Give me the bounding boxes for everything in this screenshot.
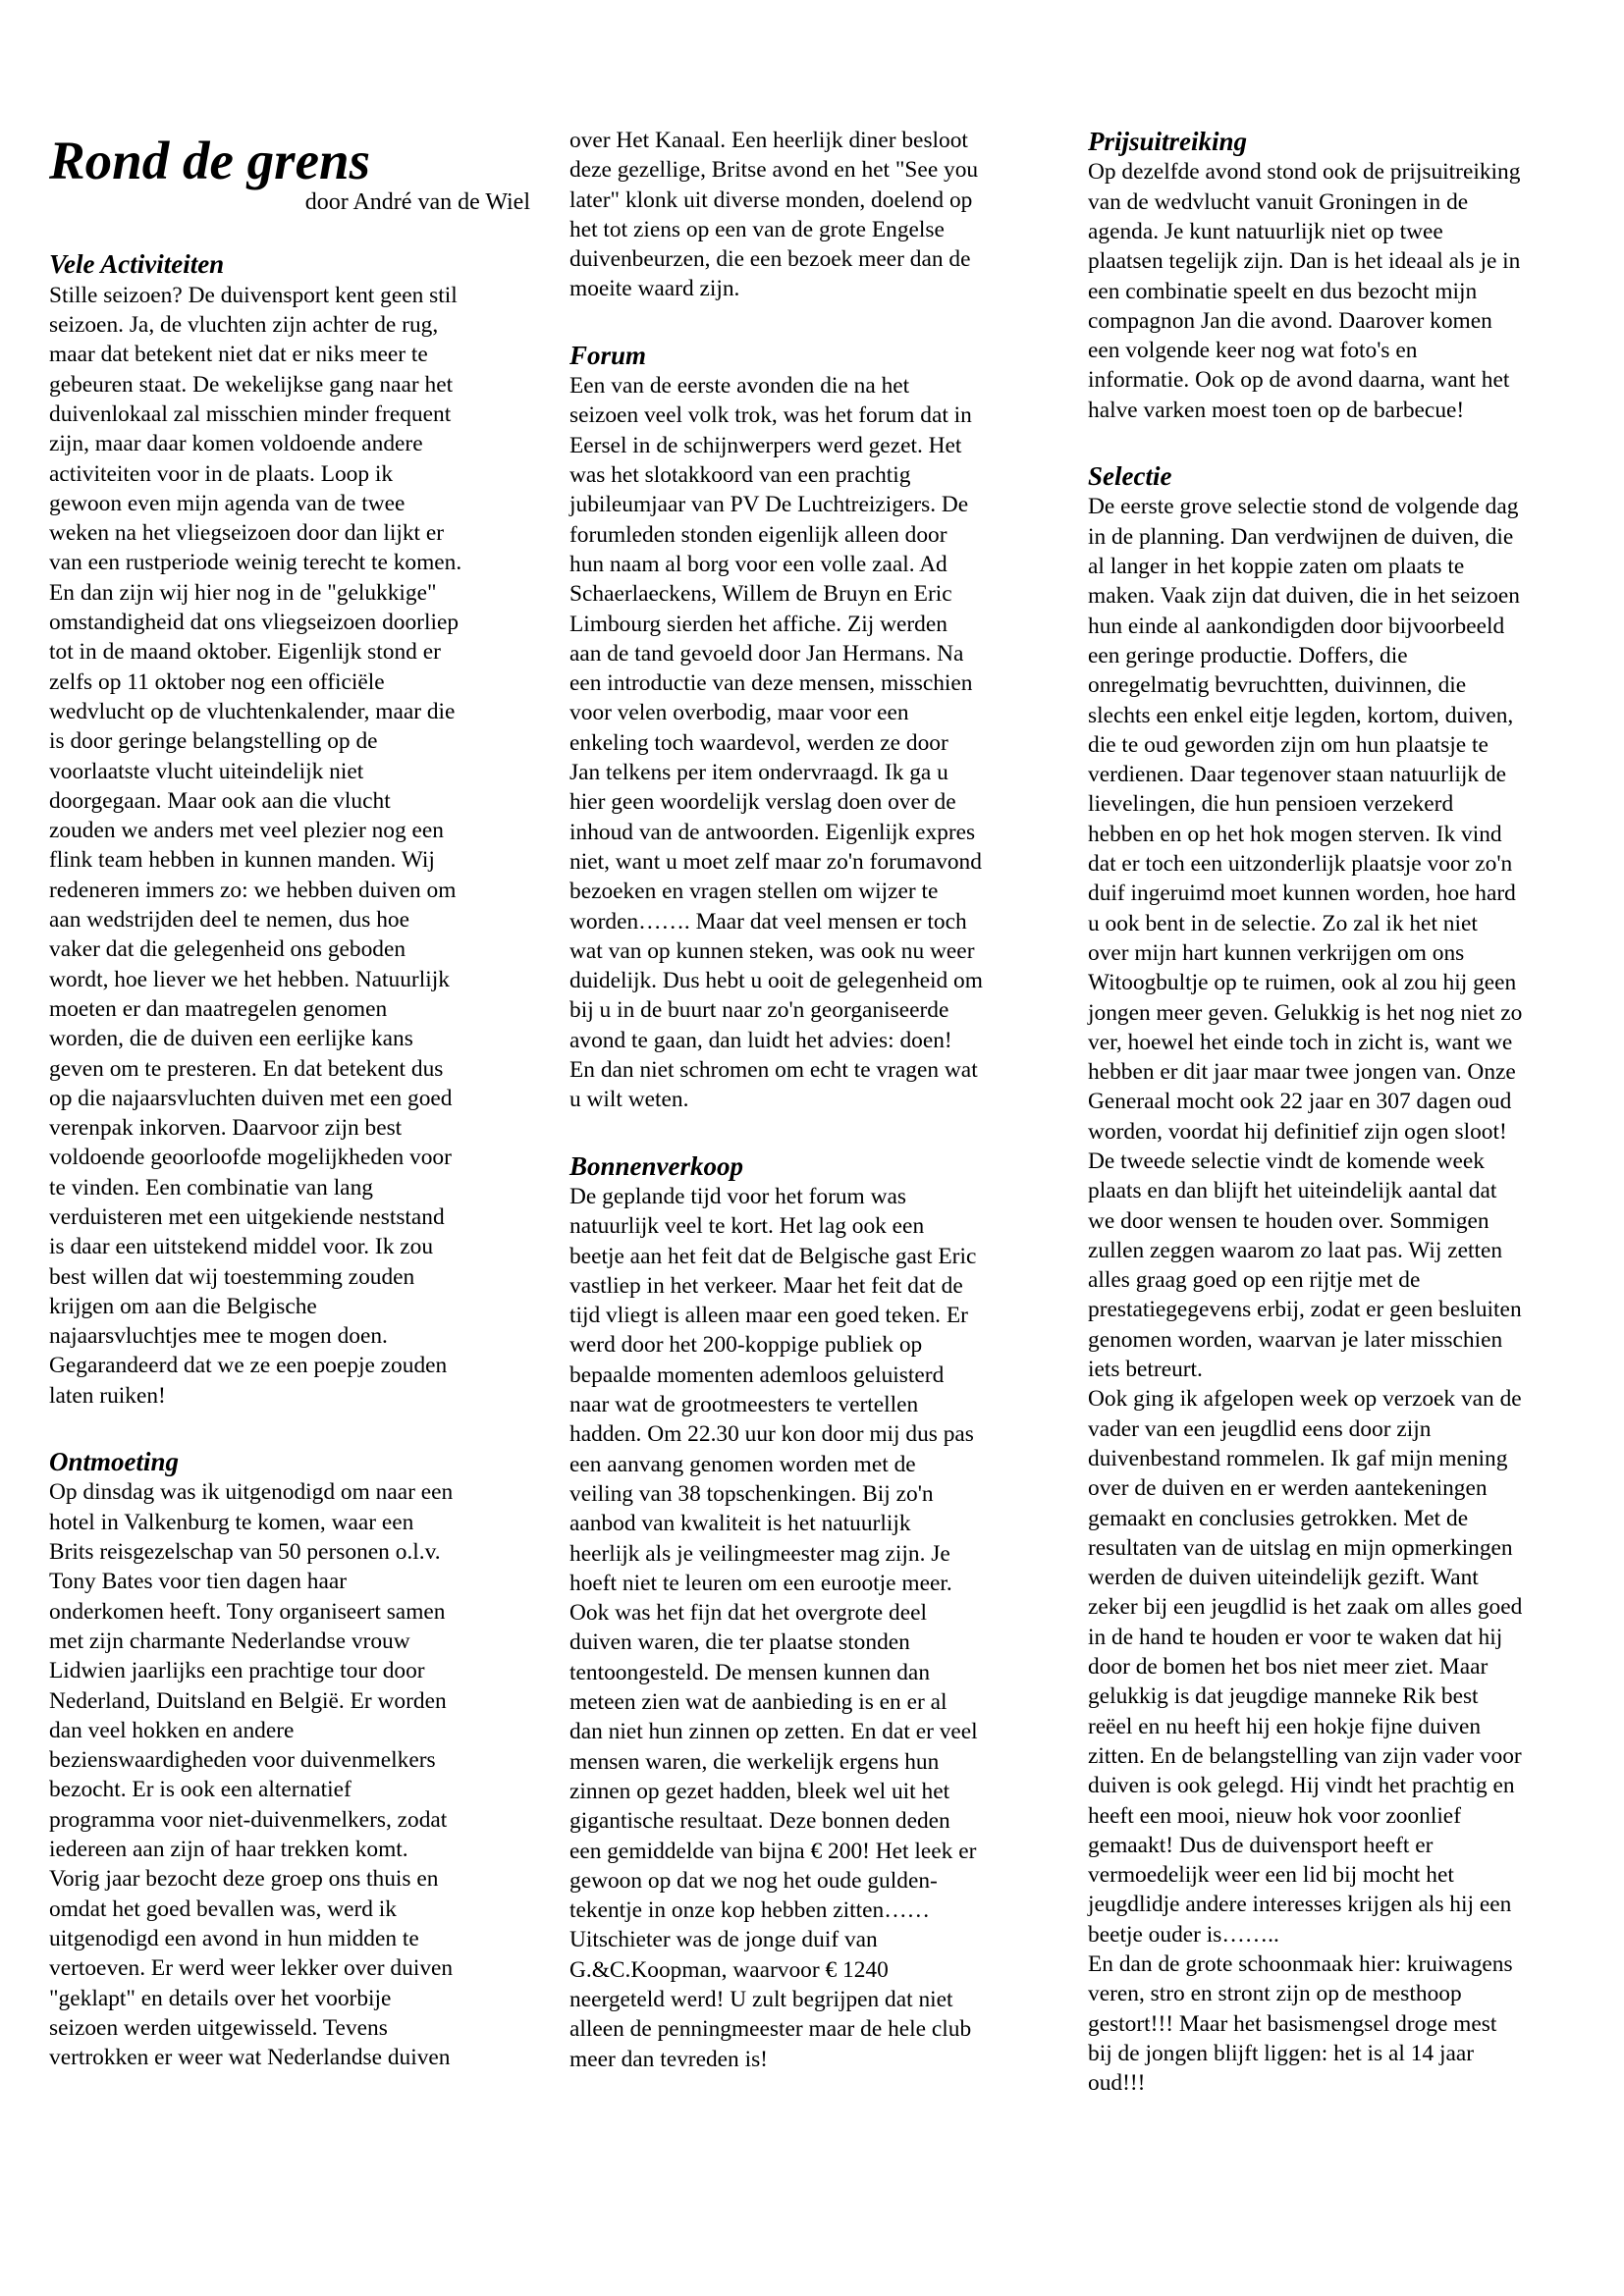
section-body: Op dezelfde avond stond ook de prijsuitreiking van de wedvlucht vanuit Groningen in de agenda. Je kunt natuurlijk niet op twee plaatsen tegelijk zijn. Dan is het ideaal als je in een combinatie speelt en dus bezocht mijn compagnon Jan die avond. Daarover komen een volgende keer nog wat foto's en informatie. Ook op de avond daarna, want het halve varken moest toen op de barbecue! — [1088, 159, 1521, 423]
section-ontmoeting — [49, 1446, 530, 2072]
article-title: Rond de grens — [49, 131, 370, 190]
column-1 — [49, 126, 530, 2072]
section-body: Stille seizoen? De duivensport kent geen stil seizoen. Ja, de vluchten zijn achter de rug, maar dat betekent niet dat er niks meer te gebeuren staat. De wekelijkse gang naar het duivenlokaal zal misschien minder frequent zijn, maar daar komen voldoende andere activiteiten voor in de plaats. Loop ik gewoon even mijn agenda van de twee weken na het vliegseizoen door dan lijkt er van een rustperiode weinig terecht te komen. En dan zijn wij hier nog in de "gelukkige" omstandigheid dat ons vliegseizoen doorliep tot in de maand oktober. Eigenlijk stond er zelfs op 11 oktober nog een officiële wedvlucht op de vluchtenkalender, maar die is door geringe belangstelling op de voorlaatste vlucht uiteindelijk niet doorgegaan. Maar ook aan die vlucht zouden we anders met veel plezier nog een flink team hebben in kunnen manden. Wij redeneren immers zo: we hebben duiven om aan wedstrijden deel te nemen, dus hoe vaker dat die gelegenheid ons geboden wordt, hoe liever we het hebben. Natuurlijk moeten er dan maatregelen genomen worden, die de duiven een eerlijke kans geven om te presteren. En dat betekent dus op die najaarsvluchten duiven met een goed verenpak inkorven. Daarvoor zijn best voldoende geoorloofde mogelijkheden voor te vinden. Een combinatie van lang verduisteren met een uitgekiende neststand is daar een uitstekend middel voor. Ik zou best willen dat wij toestemming zouden krijgen om aan die Belgische najaarsvluchtjes mee te mogen doen. Gegarandeerd dat we ze een poepje zouden laten ruiken! — [49, 282, 462, 1409]
section-body: De eerste grove selectie stond de volgende dag in de planning. Dan verdwijnen de duiven, die al langer in het koppie zaten om plaats te maken. Vaak zijn dat duiven, die in het seizoen hun einde al aankondigden door bijvoorbeeld een geringe productie. Doffers, die onregelmatig bevruchtten, duivinnen, die slechts een enkel eitje legden, kortom, duiven, die te oud geworden zijn om hun plaatsje te verdienen. Daar tegenover staan natuurlijk de lievelingen, die hun pensioen verzekerd hebben en op het hok mogen sterven. Ik vind dat er toch een uitzonderlijk plaatsje voor zo'n duif ingeruimd moet kunnen worden, hoe hard u ook bent in de selectie. Zo zal ik het niet over mijn hart kunnen verkrijgen om ons Witoogbultje op te ruimen, ook al zou hij geen jongen meer geven. Gelukkig is het nog niet zo ver, hoewel het einde toch in zicht is, want we hebben er dit jaar maar twee jongen van. Onze Generaal mocht ook 22 jaar en 307 dagen oud worden, voordat hij definitief zijn ogen sloot! De tweede selectie vindt de komende week plaats en dan blijft het uiteindelijk aantal dat we door wensen te houden over. Sommigen zullen zeggen waarom zo laat pas. Wij zetten alles graag goed op een rijtje met de prestatiegegevens erbij, zodat er geen besluiten genomen worden, waarvan je later misschien iets betreurt. Ook ging ik afgelopen week op verzoek van de vader van een jeugdlid eens door zijn duivenbestand rommelen. Ik gaf mijn mening over de duiven en er werden aantekeningen gemaakt en conclusies getrokken. Met de resultaten van de uitslag en mijn opmerkingen werden de duiven uiteindelijk gezift. Want zeker bij een jeugdlid is het zaak om alles goed in de hand te houden er voor te waken dat hij door de bomen het bos niet meer ziet. Maar gelukkig is dat jeugdige manneke Rik best reëel en nu heeft hij een hokje fijne duiven zitten. En de belangstelling van zijn vader voor duiven is ook gelegd. Hij vindt het prachtig en heeft een mooi, nieuw hok voor zoonlief gemaakt! Dus de duivensport heeft er vermoedelijk weer een lid bij mocht het jeugdlidje andere interesses krijgen als hij een beetje ouder is…….. En dan de grote schoonmaak hier: kruiwagens veren, stro en stront zijn op de mesthoop gestort!!! Maar het basismengsel droge mest bij de jongen blijft liggen: het is al 14 jaar oud!!! — [1088, 494, 1523, 2097]
section-heading: Selectie — [1088, 461, 1172, 492]
section-selectie — [1088, 460, 1569, 2098]
section-heading: Prijsuitreiking — [1088, 127, 1248, 156]
section-body: De geplande tijd voor het forum was natuurlijk veel te kort. Het lag ook een beetje aan het feit dat de Belgische gast Eric vastliep in het verkeer. Maar het feit dat de tijd vliegt is alleen maar een goed teken. Er werd door het 200-koppige publiek op bepaalde momenten ademloos geluisterd naar wat de grootmeesters te vertellen hadden. Om 22.30 uur kon door mij dus pas een aanvang genomen worden met de veiling van 38 topschenkingen. Bij zo'n aanbod van kwaliteit is het natuurlijk heerlijk als je veilingmeester mag zijn. Je hoeft niet te leuren om een eurootje meer. Ook was het fijn dat het overgrote deel duiven waren, die ter plaatse stonden tentoongesteld. De mensen kunnen dan meteen zien wat de aanbieding is en er al dan niet hun zinnen op zetten. En dat er veel mensen waren, die werkelijk ergens hun zinnen op gezet hadden, bleek wel uit het gigantische resultaat. Deze bonnen deden een gemiddelde van bijna € 200! Het leek er gewoon op dat we nog het oude gulden- tekentje in onze kop hebben zitten…… Uitschieter was de jonge duif van G.&C.Koopman, waarvoor € 1240 neergeteld werd! U zult begrijpen dat niet alleen de penningmeester maar de hele club meer dan tevreden is! — [569, 1183, 978, 2072]
section-forum — [569, 340, 1051, 1115]
section-body-continued: over Het Kanaal. Een heerlijk diner besloot deze gezellige, Britse avond en het "See you later" klonk uit diverse monden, doelend op het tot ziens op een van de grote Engelse duivenbeurzen, die een bezoek meer dan de moeite waard zijn. — [569, 128, 979, 302]
section-heading: Ontmoeting — [49, 1447, 180, 1477]
section-heading: Bonnenverkoop — [569, 1150, 744, 1181]
section-prijsuitreiking — [1088, 126, 1569, 425]
section-heading: Vele Activiteiten — [49, 249, 225, 280]
column-3 — [1088, 126, 1569, 2098]
article-byline: door André van de Wiel — [304, 189, 530, 215]
section-body: Een van de eerste avonden die na het seizoen veel volk trok, was het forum dat in Eersel in de schijnwerpers werd gezet. Het was het slotakkoord van een prachtig jubileumjaar van PV De Luchtreizigers. De forumleden stonden eigenlijk alleen door hun naam al borg voor een volle zaal. Ad Schaerlaeckens, Willem de Bruyn en Eric Limbourg sierden het affiche. Zij werden aan de tand gevoeld door Jan Hermans. Na een introductie van deze mensen, misschien voor velen overbodig, maar voor een enkeling toch waardevol, werden ze door Jan telkens per item ondervraagd. Ik ga u hier geen woordelijk verslag doen over de inhoud van de antwoorden. Eigenlijk expres niet, want u moet zelf maar zo'n forumavond bezoeken en vragen stellen om wijzer te worden……. Maar dat veel mensen er toch wat van op kunnen steken, was ook nu weer duidelijk. Dus hebt u ooit de gelegenheid om bij u in de buurt naar zo'n georganiseerde avond te gaan, dan luidt het advies: doen! En dan niet schromen om echt te vragen wat u wilt weten. — [569, 373, 983, 1113]
column-2 — [569, 126, 1051, 2074]
section-heading: Forum — [569, 340, 647, 370]
section-vele-activiteiten — [49, 248, 530, 1411]
section-bonnenverkoop — [569, 1150, 1051, 2074]
section-body: Op dinsdag was ik uitgenodigd om naar een hotel in Valkenburg te komen, waar een Brits reisgezelschap van 50 personen o.l.v. Tony Bates voor tien dagen haar onderkomen heeft. Tony organiseert samen met zijn charmante Nederlandse vrouw Lidwien jaarlijks een prachtige tour door Nederland, Duitsland en België. Er worden dan veel hokken en andere bezienswaardigheden voor duivenmelkers bezocht. Er is ook een alternatief programma voor niet-duivenmelkers, zodat iedereen aan zijn of haar trekken komt. Vorig jaar bezocht deze groep ons thuis en omdat het goed bevallen was, werd ik uitgenodigd een avond in hun midden te vertoeven. Er werd weer lekker over duiven "geklapt" en details over het voorbije seizoen werden uitgewisseld. Tevens vertrokken er weer wat Nederlandse duiven — [49, 1479, 454, 2071]
